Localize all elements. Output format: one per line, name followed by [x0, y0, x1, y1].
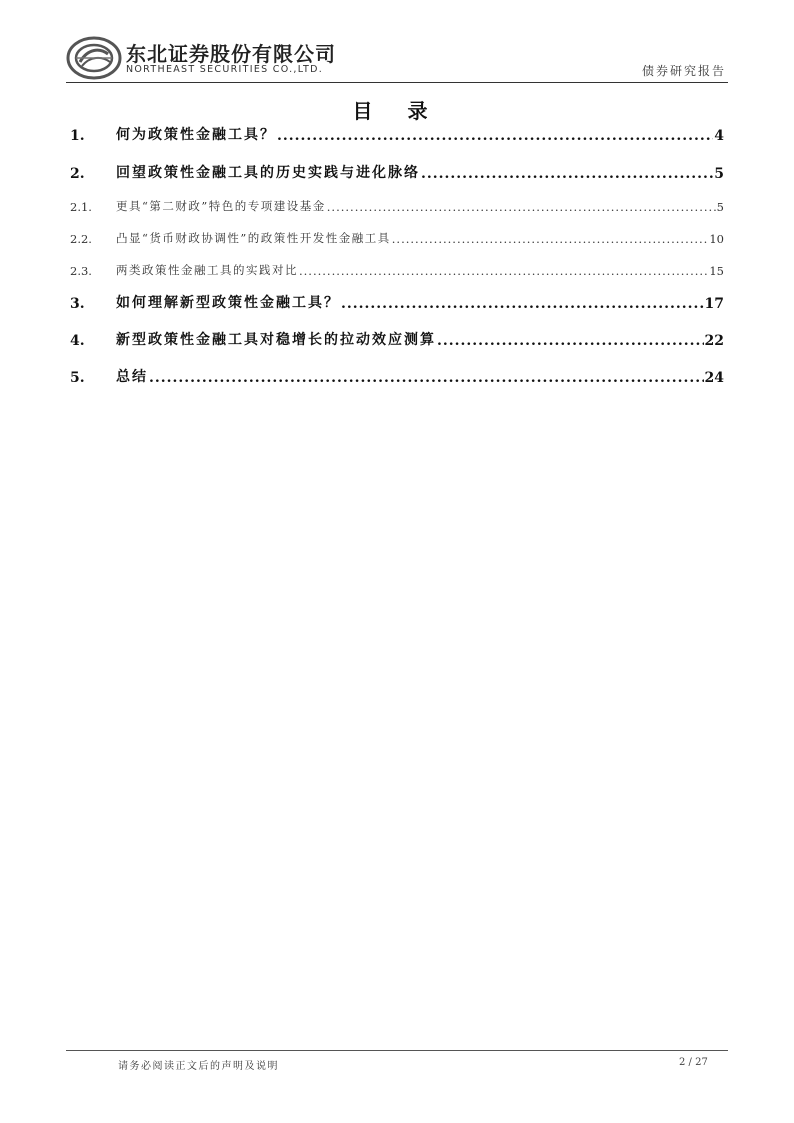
- toc-entry-page: 22: [704, 333, 724, 349]
- toc-entry-2-2[interactable]: [70, 230, 724, 246]
- toc-entry-label: 何为政策性金融工具？: [116, 127, 276, 143]
- toc-title: 目 录: [352, 99, 442, 123]
- toc-entry-page: 4: [714, 128, 724, 144]
- toc-leader-dots: [341, 296, 704, 312]
- toc-entry-label: 新型政策性金融工具对稳增长的拉动效应测算: [116, 332, 436, 348]
- toc-entry-number: 3.: [70, 296, 85, 312]
- company-name-cn: 东北证券股份有限公司: [126, 42, 336, 66]
- toc-entry-number: 1.: [70, 128, 85, 144]
- report-type-label: 债券研究报告: [641, 64, 726, 78]
- toc-entry-label: 回望政策性金融工具的历史实践与进化脉络: [116, 165, 420, 181]
- toc-entry-number: 4.: [70, 333, 85, 349]
- toc-entry-5[interactable]: [70, 366, 724, 386]
- toc-entry-label: 更具“第二财政”特色的专项建设基金: [116, 199, 326, 213]
- toc-entry-2[interactable]: [70, 162, 724, 182]
- header-divider: [66, 82, 728, 83]
- toc-entry-page: 17: [704, 296, 724, 312]
- toc-entry-page: 24: [704, 370, 724, 386]
- toc-entry-number: 2.2.: [70, 232, 92, 246]
- toc-leader-dots: [392, 232, 709, 246]
- toc-entry-2-3[interactable]: [70, 262, 724, 278]
- toc-entry-page: 5: [714, 166, 724, 182]
- toc-leader-dots: [149, 370, 704, 386]
- toc-entry-number: 2.1.: [70, 200, 92, 214]
- footer-disclaimer: 请务必阅读正文后的声明及说明: [118, 1061, 279, 1072]
- company-logo-icon: [66, 36, 122, 80]
- toc-entry-3[interactable]: [70, 292, 724, 312]
- toc-entry-page: 10: [709, 232, 724, 246]
- toc-leader-dots: [277, 128, 713, 144]
- toc-entry-label: 两类政策性金融工具的实践对比: [116, 263, 298, 277]
- toc-entry-number: 2.: [70, 166, 85, 182]
- toc-entry-number: 2.3.: [70, 264, 92, 278]
- page-number: 2 / 27: [679, 1057, 708, 1068]
- page-header: [66, 36, 728, 82]
- footer-divider: [66, 1050, 728, 1051]
- toc-leader-dots: [437, 333, 704, 349]
- toc-leader-dots: [327, 200, 716, 214]
- company-name-en: NORTHEAST SECURITIES CO.,LTD.: [126, 64, 324, 75]
- toc-entry-label: 凸显“货币财政协调性”的政策性开发性金融工具: [116, 231, 391, 245]
- toc-entry-2-1[interactable]: [70, 198, 724, 214]
- toc-entry-page: 5: [716, 200, 724, 214]
- toc-entry-4[interactable]: [70, 329, 724, 349]
- toc-entry-number: 5.: [70, 370, 85, 386]
- toc-entry-label: 总结: [116, 369, 148, 385]
- toc-entry-1[interactable]: [70, 124, 724, 144]
- toc-entry-page: 15: [709, 264, 724, 278]
- toc-leader-dots: [421, 166, 713, 182]
- toc-entry-label: 如何理解新型政策性金融工具？: [116, 295, 340, 311]
- toc-leader-dots: [299, 264, 708, 278]
